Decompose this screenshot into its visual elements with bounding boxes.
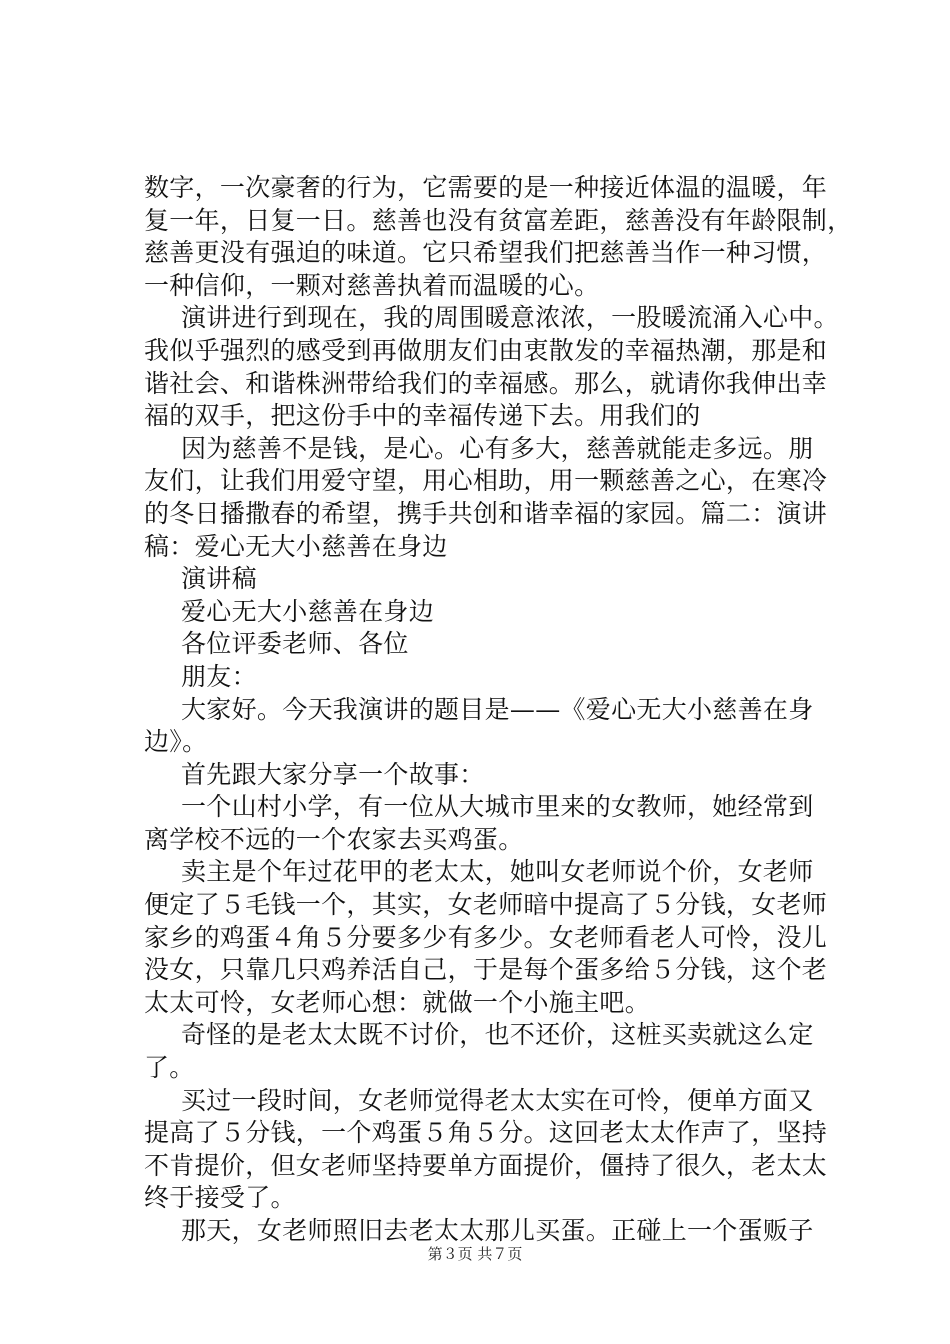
paragraph-start-line: 首先跟大家分享一个故事： [181, 759, 485, 789]
text-line: 没女，只靠几只鸡养活自己，于是每个蛋多给５分钱，这个老 [144, 955, 828, 985]
text-line: 便定了５毛钱一个，其实，女老师暗中提高了５分钱，女老师 [144, 890, 828, 920]
page-number-footer: 第３页 共７页 [427, 1245, 523, 1263]
salutation-line: 朋友： [181, 661, 257, 691]
text-line: 谐社会、和谐株洲带给我们的幸福感。那么，就请你我伸出幸 [144, 368, 828, 398]
text-line: 复一年，日复一日。慈善也没有贫富差距，慈善没有年龄限制， [144, 205, 853, 235]
text-line: 一种信仰，一颗对慈善执着而温暖的心。 [144, 270, 600, 300]
text-line: 稿：爱心无大小慈善在身边 [144, 531, 448, 561]
paragraph-start-line: 那天，女老师照旧去老太太那儿买蛋。正碰上一个蛋贩子 [181, 1216, 814, 1245]
text-line: 福的双手，把这份手中的幸福传递下去。用我们的 [144, 401, 701, 431]
paragraph-start-line: 大家好。今天我演讲的题目是——《爱心无大小慈善在身 [181, 694, 814, 724]
text-line: 不肯提价，但女老师坚持要单方面提价，僵持了很久，老太太 [144, 1150, 828, 1180]
paragraph-start-line: 因为慈善不是钱，是心。心有多大，慈善就能走多远。朋 [181, 433, 814, 463]
paragraph-start-line: 演讲进行到现在，我的周围暖意浓浓，一股暖流涌入心中。 [181, 303, 839, 333]
text-line: 的冬日播撒春的希望，携手共创和谐幸福的家园。篇二：演讲 [144, 498, 828, 528]
text-line: 终于接受了。 [144, 1183, 296, 1213]
paragraph-start-line: 买过一段时间，女老师觉得老太太实在可怜，便单方面又 [181, 1085, 814, 1115]
paragraph-start-line: 一个山村小学，有一位从大城市里来的女教师，她经常到 [181, 792, 814, 822]
text-line: 离学校不远的一个农家去买鸡蛋。 [144, 824, 524, 854]
title-line: 爱心无大小慈善在身边 [181, 596, 435, 626]
text-line: 友们，让我们用爱守望，用心相助，用一颗慈善之心，在寒冷 [144, 466, 828, 496]
text-line: 慈善更没有强迫的味道。它只希望我们把慈善当作一种习惯， [144, 238, 828, 268]
heading-line: 演讲稿 [181, 564, 257, 594]
text-line: 我似乎强烈的感受到再做朋友们由衷散发的幸福热潮，那是和 [144, 335, 828, 365]
paragraph-start-line: 卖主是个年过花甲的老太太，她叫女老师说个价，女老师 [181, 857, 814, 887]
text-line: 家乡的鸡蛋４角５分要多少有多少。女老师看老人可怜，没儿 [144, 922, 828, 952]
text-line: 边》。 [144, 727, 208, 757]
document-body [144, 172, 853, 1248]
text-line: 太太可怜，女老师心想：就做一个小施主吧。 [144, 987, 651, 1017]
text-line: 数字，一次豪奢的行为，它需要的是一种接近体温的温暖，年 [144, 173, 828, 202]
text-line: 提高了５分钱，一个鸡蛋５角５分。这回老太太作声了，坚持 [144, 1118, 828, 1148]
salutation-line: 各位评委老师、各位 [181, 629, 409, 659]
text-line: 了。 [144, 1053, 195, 1083]
paragraph-start-line: 奇怪的是老太太既不讨价，也不还价，这桩买卖就这么定 [181, 1020, 814, 1050]
